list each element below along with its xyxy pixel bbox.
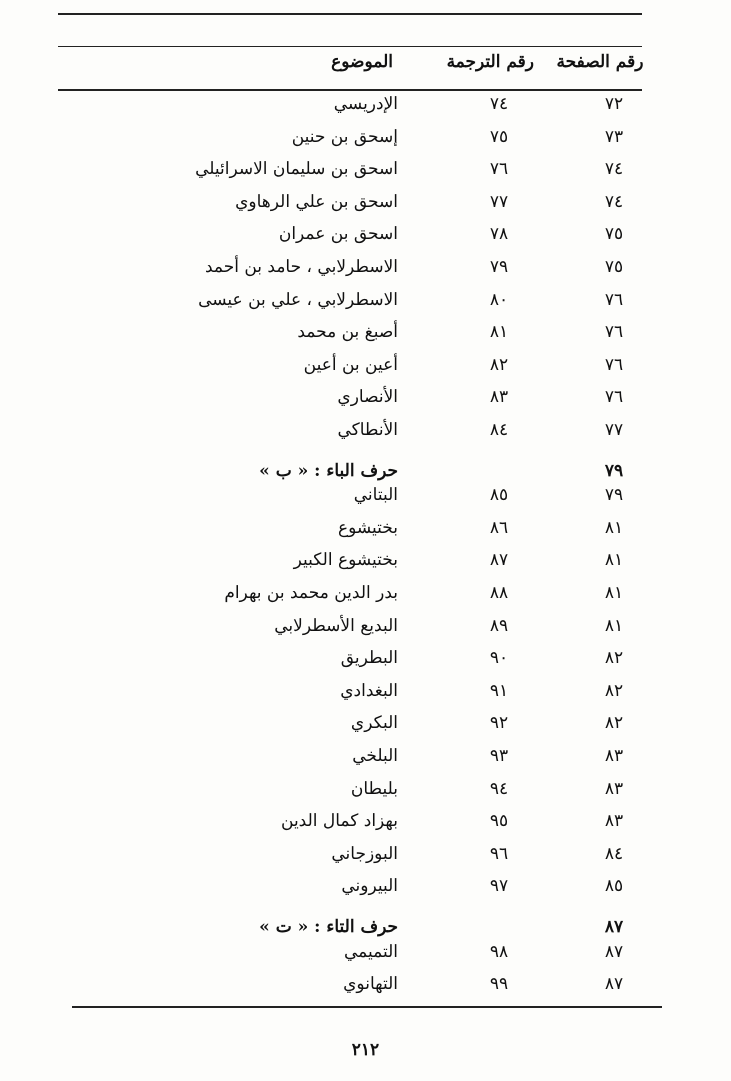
subject-cell: أعين بن أعين	[303, 355, 398, 375]
table-row	[0, 648, 731, 678]
page-number-cell: ٧٦	[604, 387, 624, 407]
table-row	[0, 974, 731, 1004]
translation-number-cell: ٨١	[489, 322, 509, 342]
bottom-rule	[72, 1006, 662, 1008]
subject-cell: البغدادي	[340, 681, 398, 701]
translation-number-cell: ٩٢	[489, 713, 509, 733]
page-number-cell: ٨٣	[604, 811, 624, 831]
table-row	[0, 257, 731, 287]
page-number-cell: ٨٣	[604, 746, 624, 766]
page-number-cell: ٨١	[604, 616, 624, 636]
subject-column-header: الموضوع	[331, 52, 393, 72]
page-number-cell: ٨١	[604, 583, 624, 603]
translation-number-cell: ٨٢	[489, 355, 509, 375]
translation-number-cell: ٧٨	[489, 224, 509, 244]
subject-cell: التميمي	[344, 942, 398, 962]
subject-cell: إسحق بن حنين	[291, 127, 398, 147]
subject-cell: الاسطرلابي ، حامد بن أحمد	[204, 257, 398, 277]
page-number-cell: ٨١	[604, 550, 624, 570]
table-row	[0, 811, 731, 841]
subject-cell: اسحق بن عمران	[278, 224, 398, 244]
page-number-cell: ٨٢	[604, 713, 624, 733]
page-number-cell: ٧٢	[604, 94, 624, 114]
subject-cell: الأنطاكي	[337, 420, 398, 440]
page-number-cell: ٨٤	[604, 844, 624, 864]
page-number-cell: ٨٧	[604, 974, 624, 994]
page-number-cell: ٨١	[604, 518, 624, 538]
translation-number-cell: ٧٦	[489, 159, 509, 179]
subject-cell: الاسطرلابي ، علي بن عيسى	[198, 290, 398, 310]
subject-cell: أصبغ بن محمد	[297, 322, 398, 342]
translation-number-cell: ٨٦	[489, 518, 509, 538]
page-number-cell: ٧٤	[604, 192, 624, 212]
page-number-cell: ٧٦	[604, 355, 624, 375]
subject-cell: البتاني	[353, 485, 398, 505]
subject-cell: التهانوي	[343, 974, 398, 994]
translation-number-cell: ٨٣	[489, 387, 509, 407]
translation-number-cell: ٩٥	[489, 811, 509, 831]
table-row	[0, 583, 731, 613]
translation-number-cell: ٨٥	[489, 485, 509, 505]
table-row	[0, 127, 731, 157]
subject-cell: بختيشوع	[337, 518, 398, 538]
table-row	[0, 387, 731, 417]
translation-number-cell: ٧٥	[489, 127, 509, 147]
page-number-cell: ٨٧	[604, 942, 624, 962]
table-row	[0, 942, 731, 972]
page-number-cell: ٧٦	[604, 290, 624, 310]
table-row	[0, 159, 731, 189]
table-row	[0, 681, 731, 711]
subject-cell: اسحق بن سليمان الاسرائيلي	[195, 159, 398, 179]
table-row	[0, 746, 731, 776]
table-row	[0, 616, 731, 646]
table-row	[0, 550, 731, 580]
page-number-cell: ٧٩	[604, 461, 624, 481]
translation-number-cell: ٩٨	[489, 942, 509, 962]
table-row	[0, 713, 731, 743]
table-row	[0, 355, 731, 385]
translation-number-column-header: رقم الترجمة	[446, 52, 534, 72]
page-number-cell: ٧٥	[604, 224, 624, 244]
translation-number-cell: ٩٤	[489, 779, 509, 799]
subject-cell: البكري	[350, 713, 398, 733]
translation-number-cell: ٧٧	[489, 192, 509, 212]
table-row	[0, 420, 731, 450]
page-number-cell: ٨٢	[604, 681, 624, 701]
table-row	[0, 94, 731, 124]
subject-cell: بليطان	[350, 779, 398, 799]
table-row	[0, 844, 731, 874]
page-number-cell: ٨٧	[604, 917, 624, 937]
subject-cell: بدر الدين محمد بن بهرام	[224, 583, 398, 603]
table-row	[0, 518, 731, 548]
table-row	[0, 224, 731, 254]
translation-number-cell: ٩٣	[489, 746, 509, 766]
page-number-cell: ٧٣	[604, 127, 624, 147]
page-number: ٢١٢	[351, 1040, 380, 1060]
table-row	[0, 322, 731, 352]
table-row	[0, 485, 731, 515]
translation-number-cell: ٩٧	[489, 876, 509, 896]
translation-number-cell: ٨٨	[489, 583, 509, 603]
page-number-cell: ٨٢	[604, 648, 624, 668]
subject-cell: الأنصاري	[337, 387, 398, 407]
table-row	[0, 779, 731, 809]
translation-number-cell: ٩١	[489, 681, 509, 701]
subject-cell: البيروني	[341, 876, 398, 896]
page-number-cell: ٧٥	[604, 257, 624, 277]
translation-number-cell: ٨٩	[489, 616, 509, 636]
translation-number-cell: ٩٦	[489, 844, 509, 864]
section-heading: حرف الباء : « ب »	[259, 461, 398, 481]
subject-cell: الإدريسي	[333, 94, 398, 114]
subject-cell: البوزجاني	[331, 844, 398, 864]
page-number-cell: ٨٥	[604, 876, 624, 896]
translation-number-cell: ٨٤	[489, 420, 509, 440]
table-row	[0, 192, 731, 222]
subject-cell: البديع الأسطرلابي	[274, 616, 398, 636]
table-row	[0, 290, 731, 320]
section-heading: حرف التاء : « ت »	[259, 917, 398, 937]
translation-number-cell: ٩٩	[489, 974, 509, 994]
translation-number-cell: ٨٧	[489, 550, 509, 570]
page-number-cell: ٨٣	[604, 779, 624, 799]
translation-number-cell: ٨٠	[489, 290, 509, 310]
page-number-cell: ٧٩	[604, 485, 624, 505]
subject-cell: بهزاد كمال الدين	[281, 811, 398, 831]
page-number-cell: ٧٧	[604, 420, 624, 440]
subject-cell: البطريق	[340, 648, 398, 668]
page-number-cell: ٧٦	[604, 322, 624, 342]
subject-cell: اسحق بن علي الرهاوي	[235, 192, 398, 212]
subject-cell: البلخي	[352, 746, 398, 766]
page-number-column-header: رقم الصفحة	[556, 52, 644, 72]
translation-number-cell: ٧٩	[489, 257, 509, 277]
table-row	[0, 876, 731, 906]
translation-number-cell: ٩٠	[489, 648, 509, 668]
subject-cell: بختيشوع الكبير	[293, 550, 398, 570]
translation-number-cell: ٧٤	[489, 94, 509, 114]
page-number-cell: ٧٤	[604, 159, 624, 179]
